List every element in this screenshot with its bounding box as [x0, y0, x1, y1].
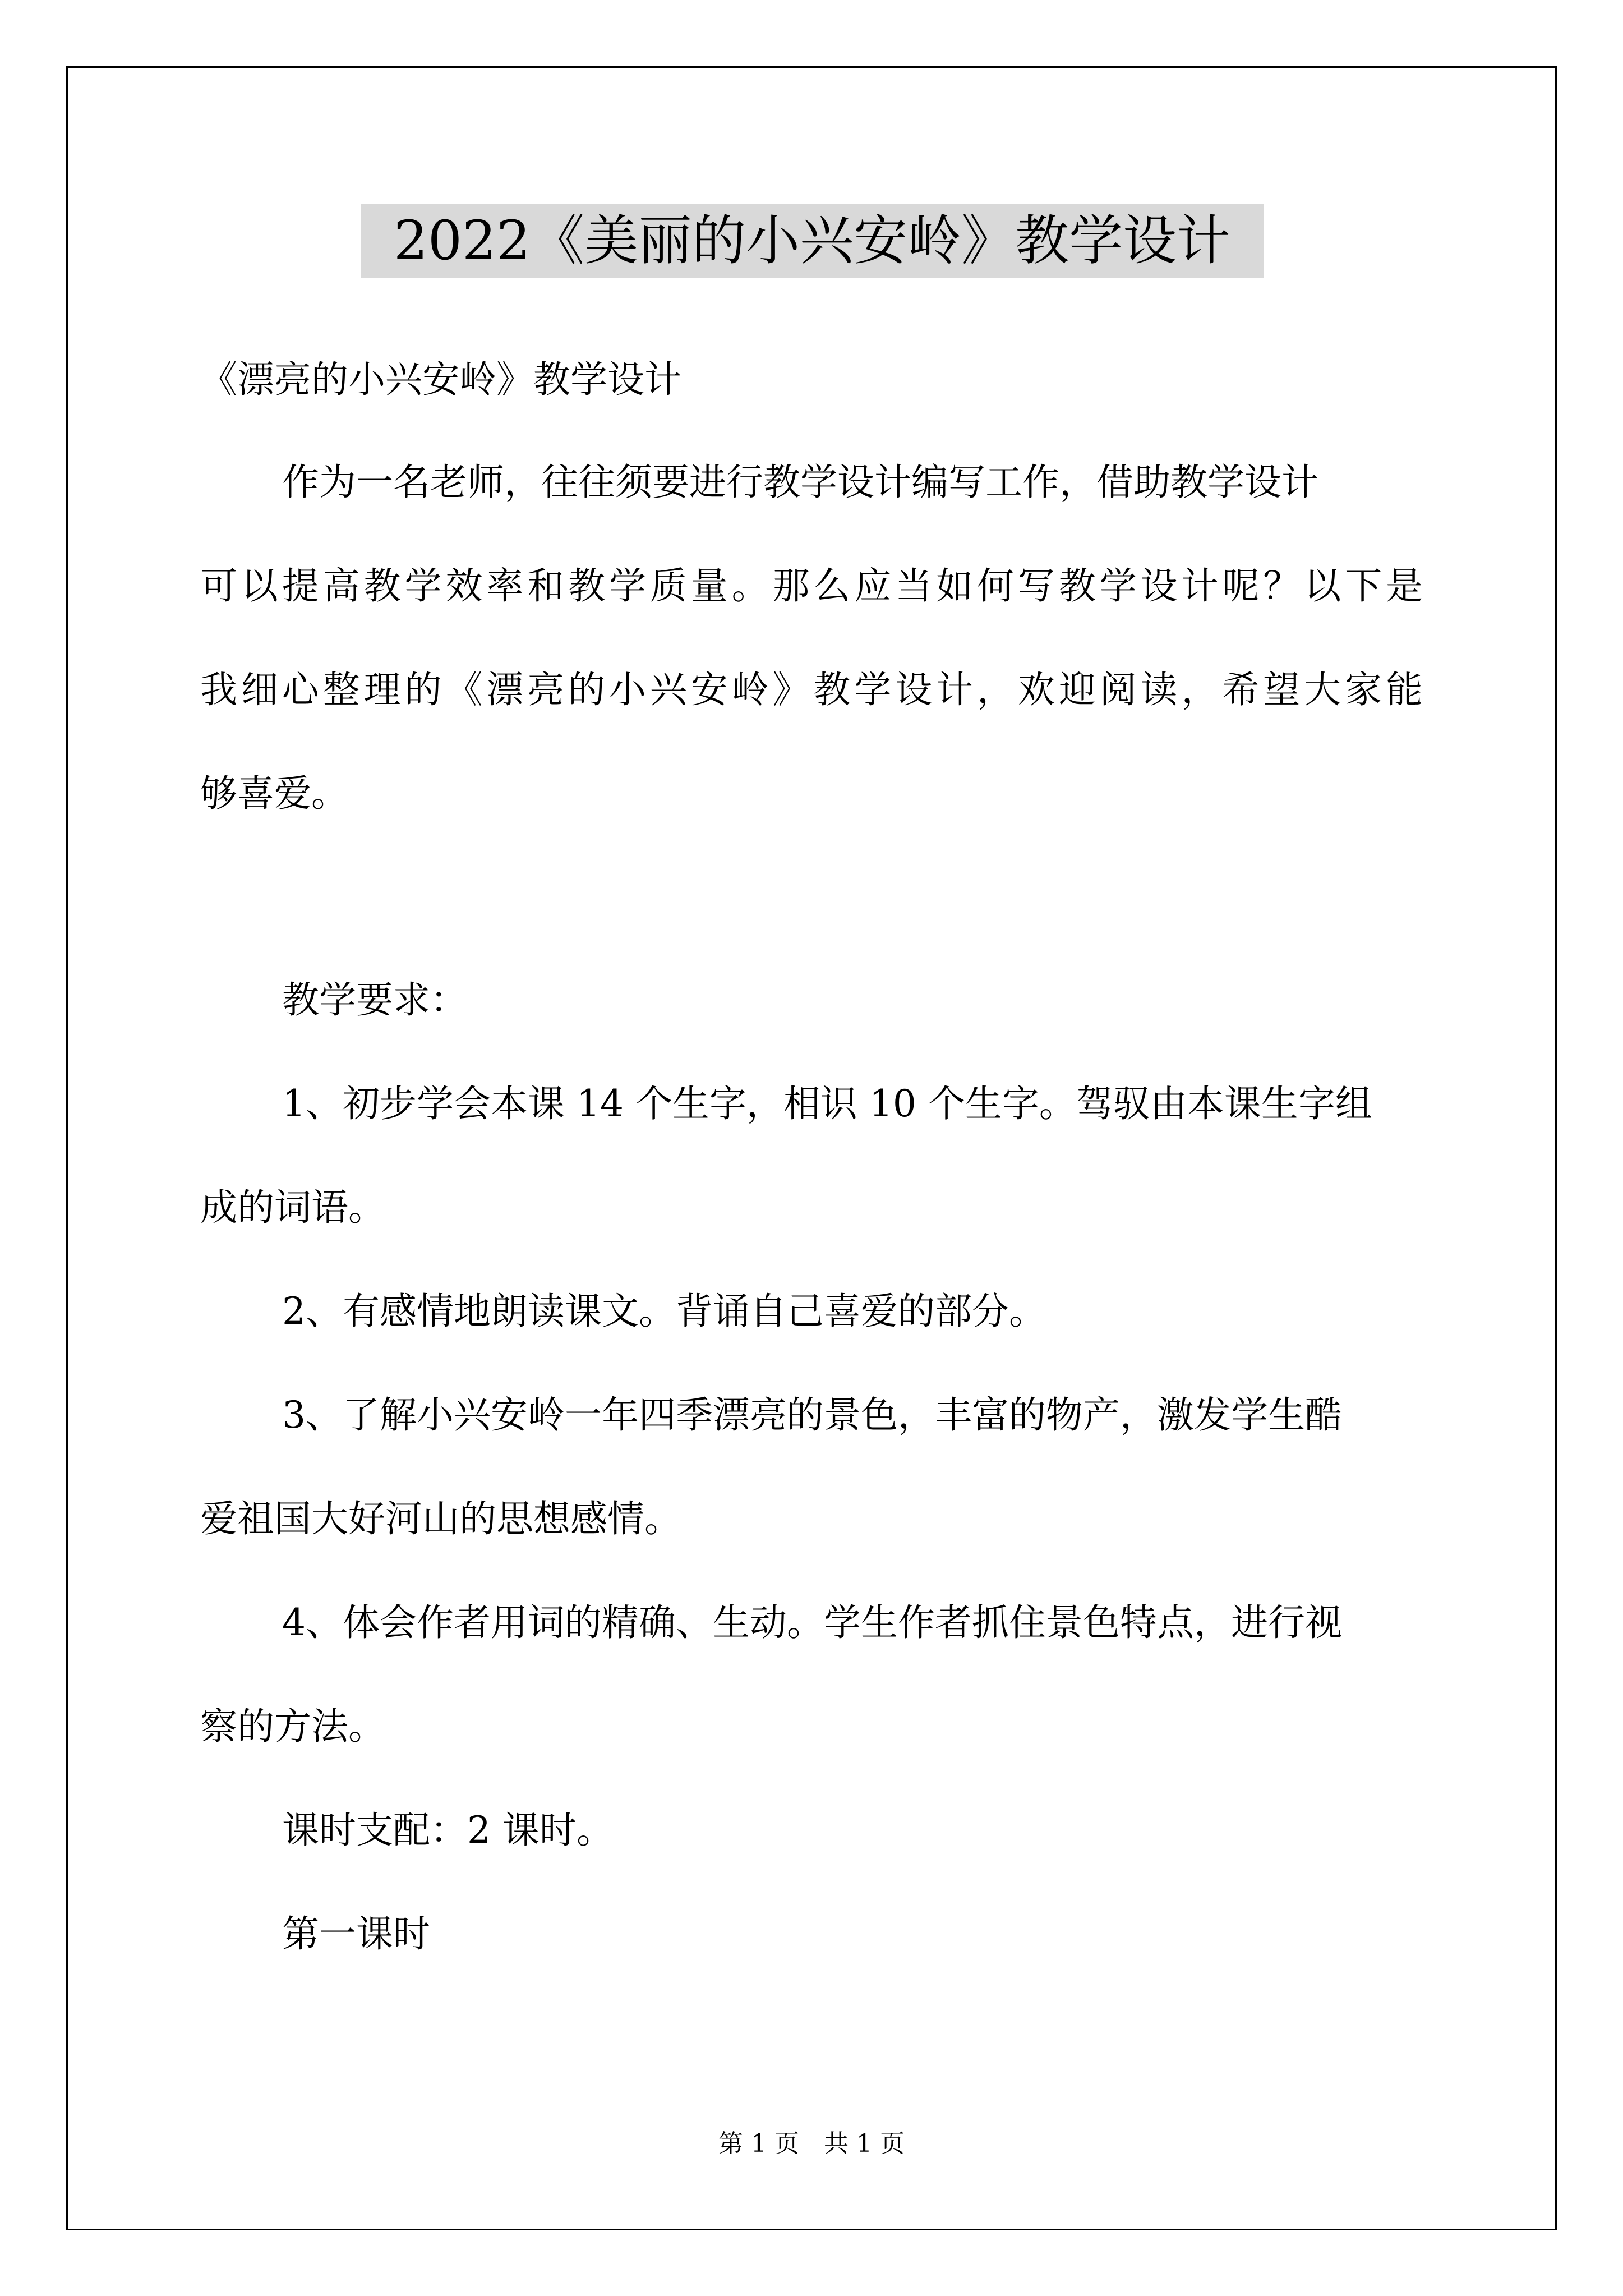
page-footer: 第 1 页 共 1 页	[718, 2129, 905, 2158]
intro-line-1: 作为一名老师，往往须要进行教学设计编写工作，借助教学设计	[282, 461, 1318, 504]
requirement-1-line-2: 成的词语。	[200, 1186, 385, 1229]
requirement-4-line-2: 察的方法。	[200, 1705, 385, 1748]
intro-line-3: 我细心整理的《漂亮的小兴安岭》教学设计，欢迎阅读，希望大家能	[200, 668, 1423, 711]
class-hours: 课时支配：2 课时。	[282, 1809, 614, 1852]
document-title: 2022《美丽的小兴安岭》教学设计	[393, 209, 1231, 272]
requirement-3-line-1: 3、了解小兴安岭一年四季漂亮的景色，丰富的物产，激发学生酷	[282, 1393, 1342, 1437]
intro-line-4: 够喜爱。	[200, 772, 348, 815]
requirement-2: 2、有感情地朗读课文。背诵自己喜爱的部分。	[282, 1290, 1046, 1333]
requirement-3-line-2: 爱祖国大好河山的思想感情。	[200, 1497, 681, 1540]
requirement-4-line-1: 4、体会作者用词的精确、生动。学生作者抓住景色特点，进行视	[282, 1601, 1342, 1644]
section-heading-requirements: 教学要求：	[282, 978, 467, 1022]
first-lesson-heading: 第一课时	[282, 1912, 430, 1955]
requirement-1-line-1: 1、初步学会本课 14 个生字，相识 10 个生字。驾驭由本课生字组	[282, 1082, 1372, 1125]
intro-line-2: 可以提高教学效率和教学质量。那么应当如何写教学设计呢？以下是	[200, 564, 1423, 608]
subtitle-line: 《漂亮的小兴安岭》教学设计	[200, 358, 681, 401]
